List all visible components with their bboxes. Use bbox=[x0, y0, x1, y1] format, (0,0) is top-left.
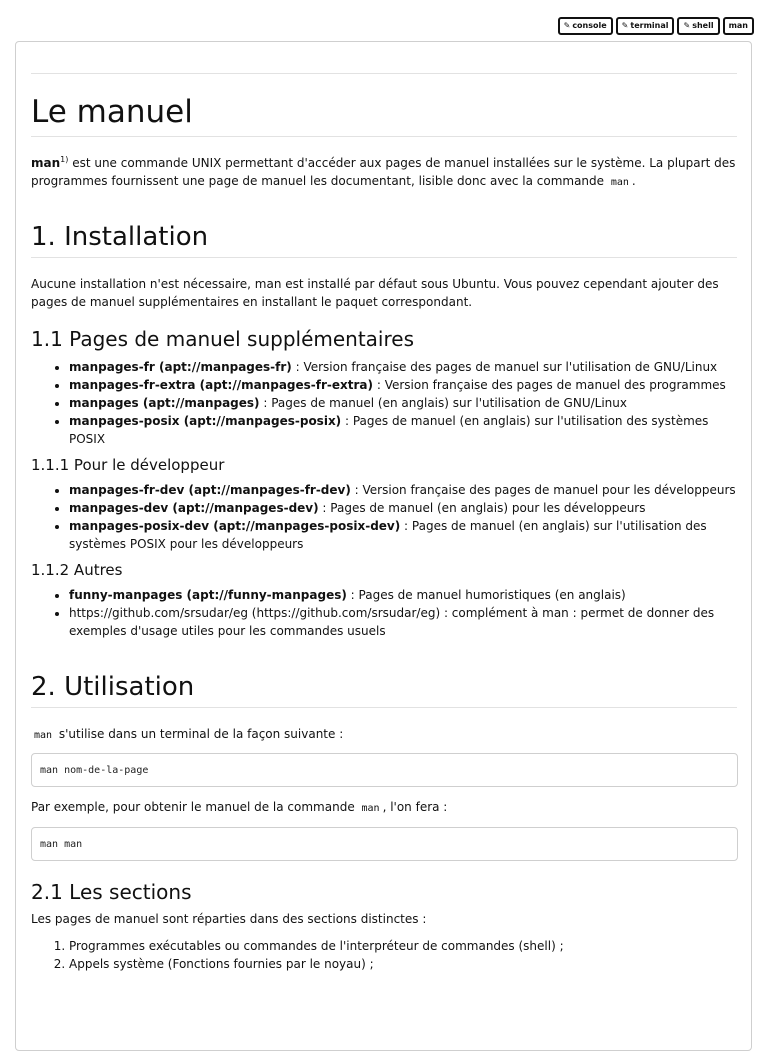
tag-label: man bbox=[728, 21, 748, 30]
subsection-heading-dev: 1.1.1 Pour le développeur bbox=[31, 456, 225, 474]
page-title: Le manuel bbox=[31, 92, 737, 137]
code-block-example[interactable]: man man bbox=[31, 827, 738, 861]
list-item bbox=[69, 358, 737, 376]
tag-label: shell bbox=[692, 21, 714, 30]
package-link[interactable]: manpages-posix-dev (apt://manpages-posix-dev) bbox=[69, 519, 401, 533]
article-page bbox=[15, 41, 752, 1051]
intro-code: man bbox=[610, 177, 629, 188]
intro-term: man bbox=[31, 156, 61, 170]
intro-paragraph bbox=[31, 154, 737, 192]
example-text: Par exemple, pour obtenir le manuel de la commande bbox=[31, 800, 359, 814]
dev-package-list bbox=[31, 481, 737, 553]
tag-console[interactable] bbox=[558, 17, 613, 35]
subsection-heading-pages: 1.1 Pages de manuel supplémentaires bbox=[31, 327, 414, 351]
tag-label: terminal bbox=[630, 21, 669, 30]
tag-icon: ✎ bbox=[621, 21, 629, 30]
other-package-list bbox=[31, 586, 737, 640]
example-end: , l'on fera : bbox=[382, 800, 448, 814]
package-link[interactable]: manpages-fr-dev (apt://manpages-fr-dev) bbox=[69, 483, 351, 497]
list-item bbox=[69, 517, 737, 553]
tag-icon: ✎ bbox=[563, 21, 571, 30]
code-block-usage[interactable]: man nom-de-la-page bbox=[31, 753, 738, 787]
package-desc: : Version française des pages de manuel des programmes bbox=[373, 378, 726, 392]
external-link[interactable]: https://github.com/srsudar/eg (https://github.com/srsudar/eg) : complément à man : permet de donner des exemples d'usage utiles pour les commandes usuels bbox=[69, 606, 715, 638]
package-link[interactable]: manpages (apt://manpages) bbox=[69, 396, 260, 410]
sections-list bbox=[31, 937, 737, 973]
section-heading-installation: 1. Installation bbox=[31, 220, 737, 258]
subsection-heading-sections: 2.1 Les sections bbox=[31, 880, 192, 904]
subsection-heading-other: 1.1.2 Autres bbox=[31, 561, 123, 579]
tag-icon: ✎ bbox=[683, 21, 691, 30]
list-item: 2. Appels système (Fonctions fournies par le noyau) ; bbox=[69, 955, 737, 973]
tag-label: console bbox=[572, 21, 607, 30]
package-link[interactable]: manpages-dev (apt://manpages-dev) bbox=[69, 501, 319, 515]
package-desc: : Pages de manuel (en anglais) pour les développeurs bbox=[318, 501, 646, 515]
package-link[interactable]: manpages-fr-extra (apt://manpages-fr-extra) bbox=[69, 378, 374, 392]
usage-code: man bbox=[34, 730, 53, 741]
usage-text: s'utilise dans un terminal de la façon suivante : bbox=[55, 727, 344, 741]
list-item bbox=[69, 586, 737, 604]
list-item: 1. Programmes exécutables ou commandes de l'interpréteur de commandes (shell) ; bbox=[69, 937, 737, 955]
tag-shell[interactable] bbox=[677, 17, 719, 35]
package-link[interactable]: funny-manpages (apt://funny-manpages) bbox=[69, 588, 347, 602]
intro-text: est une commande UNIX permettant d'accéder aux pages de manuel installées sur le système. La plupart des programmes fournissent une page de manuel les documentant, lisible donc avec la commande bbox=[31, 156, 736, 188]
installation-paragraph: Aucune installation n'est nécessaire, man est installé par défaut sous Ubuntu. Vous pouvez cependant ajouter des pages de manuel supplémentaires en installant le paquet correspondant. bbox=[31, 277, 719, 309]
tag-bar bbox=[558, 17, 754, 35]
list-item bbox=[69, 604, 737, 640]
package-desc: : Pages de manuel (en anglais) sur l'utilisation des systèmes POSIX pour les développeurs bbox=[69, 519, 707, 551]
example-code: man bbox=[361, 803, 380, 814]
sections-intro: Les pages de manuel sont réparties dans des sections distinctes : bbox=[31, 912, 427, 926]
list-item bbox=[69, 499, 737, 517]
usage-paragraph bbox=[31, 725, 737, 745]
list-item bbox=[69, 481, 737, 499]
example-paragraph bbox=[31, 798, 737, 818]
intro-end: . bbox=[631, 174, 636, 188]
package-list bbox=[31, 358, 737, 448]
footnote-link[interactable]: 1) bbox=[60, 155, 69, 164]
section-heading-utilisation: 2. Utilisation bbox=[31, 670, 737, 708]
package-desc: : Version française des pages de manuel sur l'utilisation de GNU/Linux bbox=[291, 360, 718, 374]
list-item bbox=[69, 412, 737, 448]
package-desc: : Pages de manuel (en anglais) sur l'utilisation de GNU/Linux bbox=[259, 396, 627, 410]
tag-terminal[interactable] bbox=[616, 17, 675, 35]
package-desc: : Pages de manuel humoristiques (en anglais) bbox=[346, 588, 626, 602]
top-divider bbox=[31, 73, 737, 74]
package-desc: : Version française des pages de manuel pour les développeurs bbox=[350, 483, 736, 497]
list-item bbox=[69, 376, 737, 394]
list-item bbox=[69, 394, 737, 412]
tag-man[interactable] bbox=[723, 17, 754, 35]
package-link[interactable]: manpages-fr (apt://manpages-fr) bbox=[69, 360, 292, 374]
package-link[interactable]: manpages-posix (apt://manpages-posix) bbox=[69, 414, 342, 428]
package-desc: : Pages de manuel (en anglais) sur l'utilisation des systèmes POSIX bbox=[69, 414, 709, 446]
